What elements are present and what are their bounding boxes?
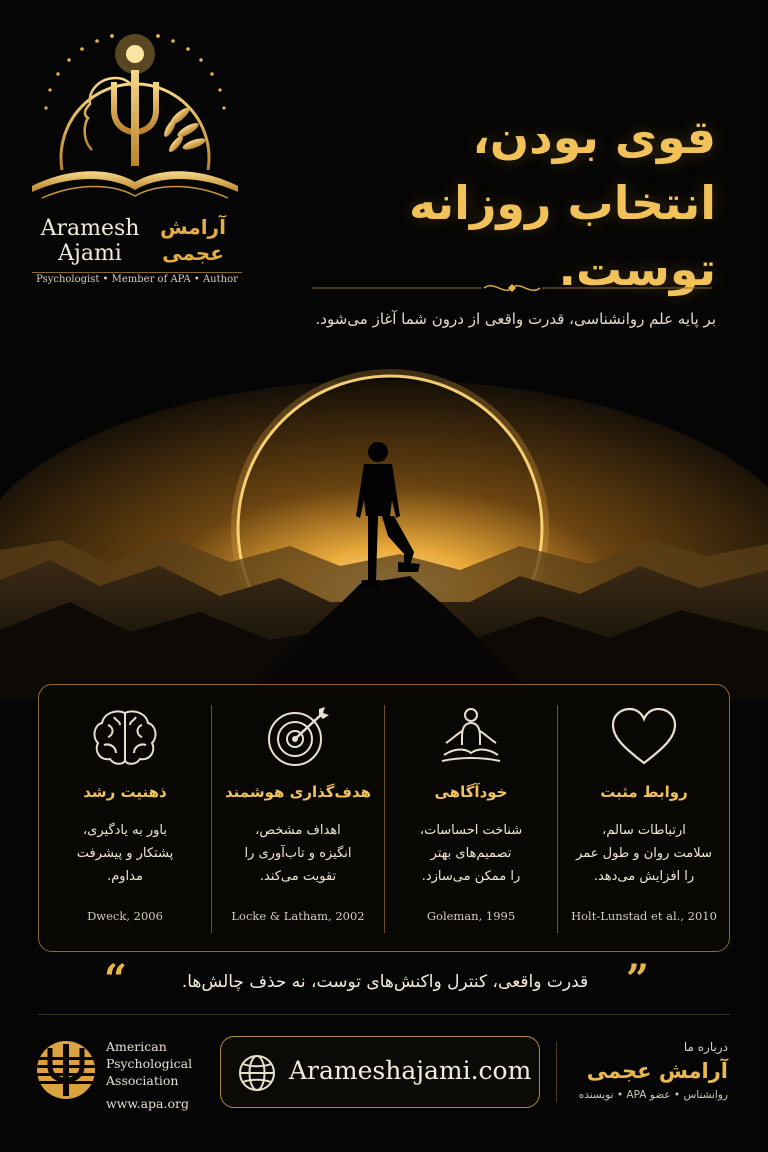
about-name: آرامش عجمی [586, 1059, 728, 1083]
brand-name-en-line1: Aramesh [40, 216, 140, 241]
benefits-panel [38, 684, 730, 952]
heart-icon [609, 705, 679, 769]
card-growth-mindset [39, 685, 211, 953]
card-text-line: پشتکار و پیشرفت [76, 846, 174, 861]
card-text-line: تصمیم‌های بهتر [430, 846, 512, 861]
about-label: درباره ما [683, 1040, 728, 1054]
card-self-awareness [385, 685, 557, 953]
card-text [49, 819, 201, 888]
target-icon [263, 705, 333, 769]
brain-icon [90, 705, 160, 769]
quote-open-mark: “ [104, 956, 128, 1003]
card-text [568, 819, 720, 888]
card-smart-goals [212, 685, 384, 953]
card-text-line: تقویت می‌کند. [259, 869, 337, 884]
card-citation: Dweck, 2006 [87, 909, 163, 923]
headline-line2: انتخاب روزانه توست. [409, 176, 716, 296]
card-text-line: شناخت احساسات، [419, 823, 523, 838]
globe-icon [237, 1053, 277, 1093]
apa-url-link[interactable]: www.apa.org [106, 1096, 189, 1111]
card-text-line: اهداف مشخص، [255, 823, 341, 838]
headline-line1: قوی بودن، [472, 110, 716, 164]
card-text [395, 819, 547, 888]
apa-name [106, 1038, 216, 1089]
card-text-line: ارتباطات سالم، [602, 823, 686, 838]
card-text-line: را افزایش می‌دهد. [593, 869, 695, 884]
quote-text: قدرت واقعی، کنترل واکنش‌های توست، نه حذف چالش‌ها. [181, 972, 589, 992]
headline [276, 104, 716, 302]
card-title: خودآگاهی [434, 783, 508, 801]
card-title: ذهنیت رشد [83, 783, 167, 801]
hero-image [0, 340, 768, 700]
apa-name-line: Association [106, 1073, 179, 1088]
card-positive-relationships [558, 685, 730, 953]
card-title: هدف‌گذاری هوشمند [224, 783, 372, 801]
brand-name-en-line2: Ajami [58, 241, 122, 266]
website-url: Arameshajami.com [289, 1056, 532, 1085]
footer-divider [38, 1014, 730, 1015]
brand-name-fa-line2: عجمی [162, 241, 224, 265]
apa-name-line: Psychological [106, 1056, 193, 1071]
card-citation: Locke & Latham, 2002 [231, 909, 365, 923]
card-text-line: باور به یادگیری، [82, 823, 167, 838]
ornament-divider [312, 280, 712, 296]
meditation-icon [436, 705, 506, 769]
website-button[interactable] [220, 1036, 540, 1108]
card-text [222, 819, 374, 888]
brand-name-fa-line1: آرامش [160, 215, 226, 239]
apa-logo-icon [36, 1040, 96, 1100]
quote-close-mark: ” [626, 956, 650, 1003]
brand-name-fa [146, 214, 240, 266]
psi-book-laurel-icon [22, 20, 248, 210]
subtitle: بر پایه علم روانشناسی، قدرت واقعی از درون شما آغاز می‌شود. [315, 310, 716, 328]
card-text-line: را ممکن می‌سازد. [421, 869, 521, 884]
card-text-line: مداوم. [107, 869, 143, 884]
card-text-line: سلامت روان و طول عمر [576, 846, 712, 861]
card-text-line: انگیزه و تاب‌آوری را [244, 846, 352, 861]
about-section [548, 1038, 728, 1104]
card-title: روابط مثبت [600, 783, 688, 801]
about-role: روانشناس • عضو APA • نویسنده [578, 1089, 728, 1101]
apa-name-line: American [106, 1039, 167, 1054]
brand-tagline: Psychologist • Member of APA • Author [36, 274, 238, 285]
brand-logo [22, 20, 248, 290]
brand-divider [32, 272, 242, 273]
card-citation: Holt-Lunstad et al., 2010 [571, 909, 717, 923]
brand-name-en [38, 216, 142, 266]
card-citation: Goleman, 1995 [426, 909, 516, 923]
